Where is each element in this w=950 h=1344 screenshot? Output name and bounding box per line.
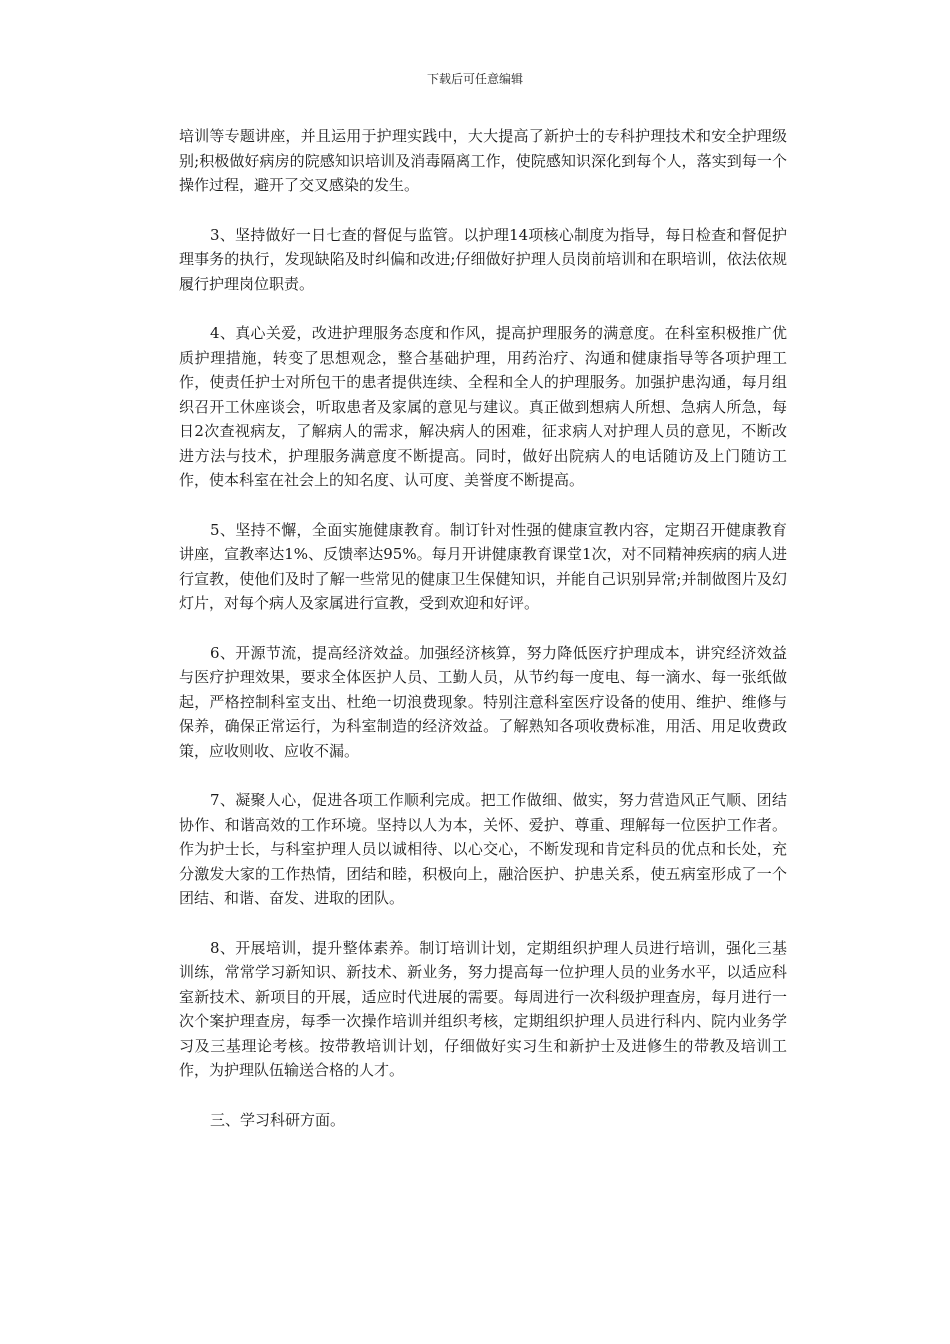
document-body (179, 124, 787, 1157)
paragraph-item-7: 7、凝聚人心，促进各项工作顺利完成。把工作做细、做实，努力营造风正气顺、团结协作、和谐高效的工作环境。坚持以人为本，关怀、爱护、尊重、理解每一位医护工作者。作为护士长，与科室护理人员以诚相待、以心交心，不断发现和肯定科员的优点和长处，充分激发大家的工作热情，团结和睦，积极向上，融洽医护、护患关系，使五病室形成了一个团结、和谐、奋发、进取的团队。 (179, 791, 787, 907)
section-heading-research: 三、学习科研方面。 (210, 1110, 346, 1129)
paragraph-item-8: 8、开展培训，提升整体素养。制订培训计划，定期组织护理人员进行培训，强化三基训练，常常学习新知识、新技术、新业务，努力提高每一位护理人员的业务水平，以适应科室新技术、新项目的开展，适应时代进展的需要。每周进行一次科级护理查房，每月进行一次个案护理查房，每季一次操作培训并组织考核，定期组织护理人员进行科内、院内业务学习及三基理论考核。按带教培训计划，仔细做好实习生和新护士及进修生的带教及培训工作，为护理队伍输送合格的人才。 (179, 938, 787, 1079)
paragraph-item-4: 4、真心关爱，改进护理服务态度和作风，提高护理服务的满意度。在科室积极推广优质护理措施，转变了思想观念，整合基础护理，用药治疗、沟通和健康指导等各项护理工作，使责任护士对所包干的患者提供连续、全程和全人的护理服务。加强护患沟通，每月组织召开工休座谈会，听取患者及家属的意见与建议。真正做到想病人所想、急病人所急，每日2次查视病友，了解病人的需求，解决病人的困难，征求病人对护理人员的意见，不断改进方法与技术，护理服务满意度不断提高。同时，做好出院病人的电话随访及上门随访工作，使本科室在社会上的知名度、认可度、美誉度不断提高。 (179, 324, 787, 489)
paragraph-item-5: 5、坚持不懈，全面实施健康教育。制订针对性强的健康宣教内容，定期召开健康教育讲座，宣教率达1%、反馈率达95%。每月开讲健康教育课堂1次，对不同精神疾病的病人进行宣教，使他们及时了解一些常见的健康卫生保健知识，并能自己识别异常;并制做图片及幻灯片，对每个病人及家属进行宣教，受到欢迎和好评。 (179, 520, 787, 612)
paragraph-item-3: 3、坚持做好一日七查的督促与监管。以护理14项核心制度为指导，每日检查和督促护理事务的执行，发现缺陷及时纠偏和改进;仔细做好护理人员岗前培训和在职培训，依法依规履行护理岗位职责。 (179, 225, 787, 293)
page-header: 下载后可任意编辑 (426, 72, 523, 86)
paragraph-continuation: 培训等专题讲座，并且运用于护理实践中，大大提高了新护士的专科护理技术和安全护理级别;积极做好病房的院感知识培训及消毒隔离工作，使院感知识深化到每个人，落实到每一个操作过程，避开了交叉感染的发生。 (179, 127, 787, 194)
paragraph-item-6: 6、开源节流，提高经济效益。加强经济核算，努力降低医疗护理成本，讲究经济效益与医疗护理效果，要求全体医护人员、工勤人员，从节约每一度电、每一滴水、每一张纸做起，严格控制科室支出、杜绝一切浪费现象。特别注意科室医疗设备的使用、维护、维修与保养，确保正常运行，为科室制造的经济效益。了解熟知各项收费标准，用活、用足收费政策，应收则收、应收不漏。 (179, 643, 787, 760)
